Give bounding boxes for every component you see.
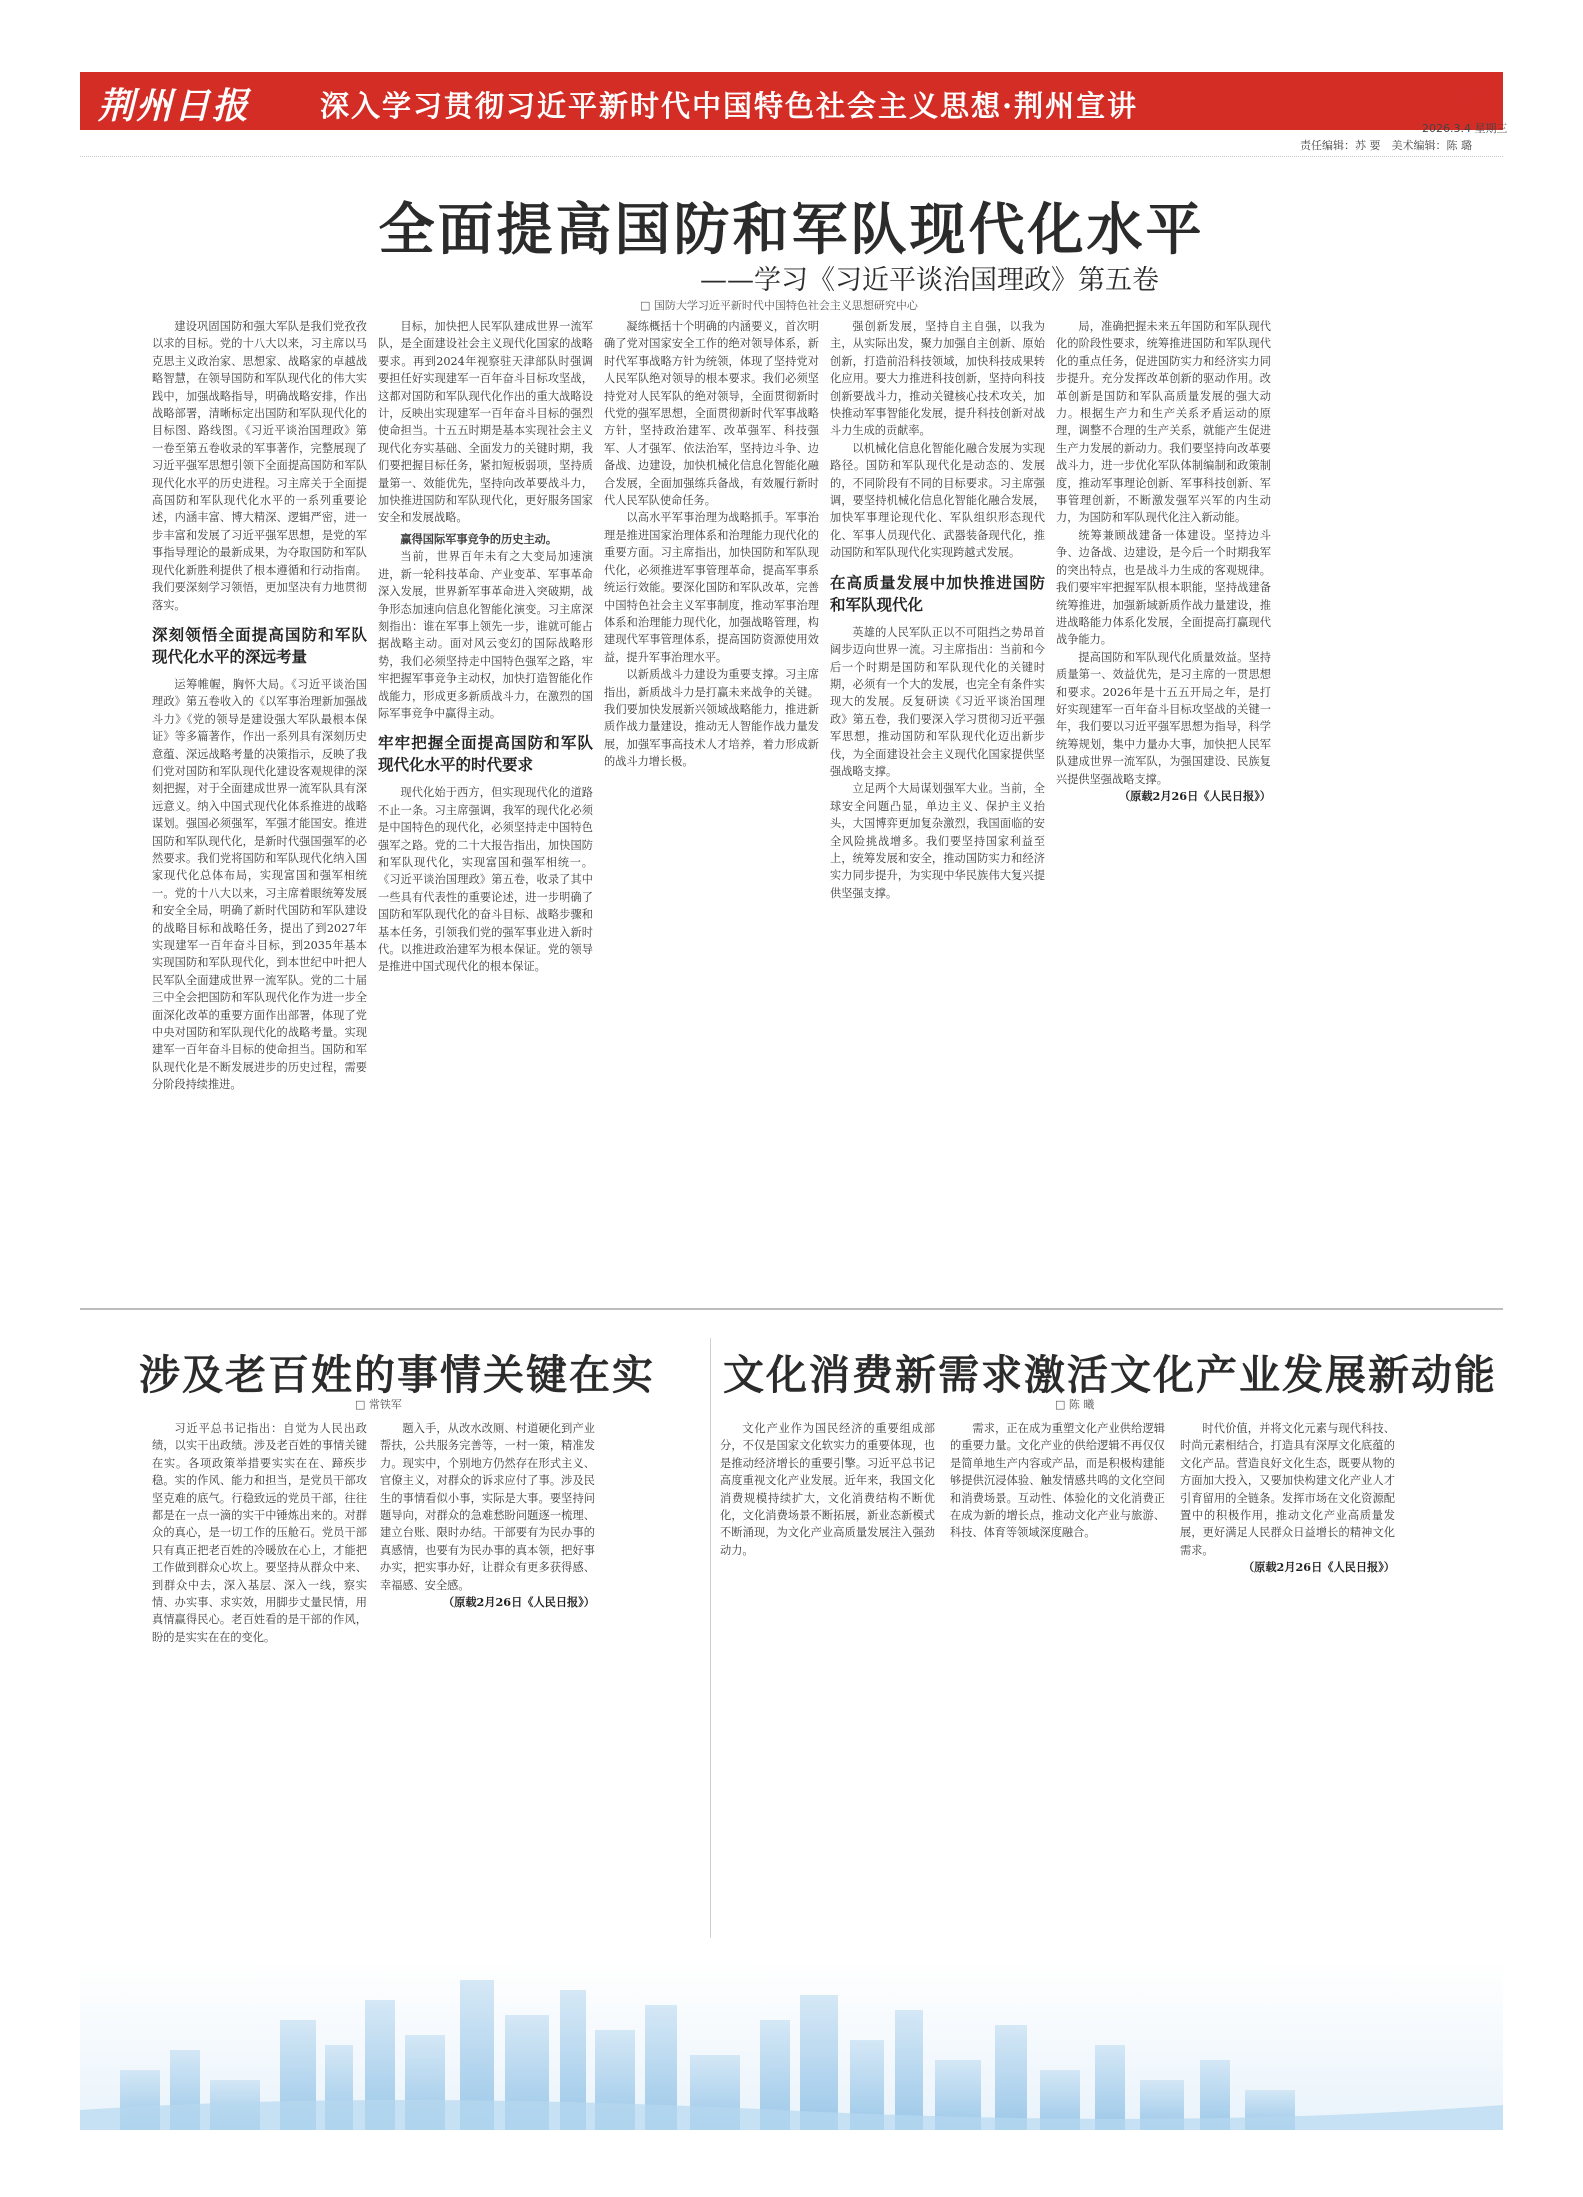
article-a-column-1 [152,1420,367,1940]
header-divider [80,156,1503,157]
paragraph: 建设巩固国防和强大军队是我们党孜孜以求的目标。党的十八大以来，习主席以马克思主义政治家、思想家、战略家的卓越战略智慧，在领导国防和军队现代化的伟大实践中，加强战略指导，明确战略安排，作出战略部署，清晰标定出国防和军队现代化的目标图、路线图。《习近平谈治国理政》第一卷至第五卷收录的军事著作，完整展现了习近平强军思想引领下全面提高国防和军队现代化水平的历史进程。习主席关于全面提高国防和军队现代化水平的一系列重要论述，内涵丰富、博大精深、逻辑严密，进一步丰富和发展了习近平强军思想，是党的军事指导理论的最新成果，为夺取国防和军队现代化新胜利提供了根本遵循和行动指南。我们要深刻学习领悟，更加坚决有力地贯彻落实。 [152,320,367,612]
paragraph: 目标，加快把人民军队建成世界一流军队，是全面建设社会主义现代化国家的战略要求。再到2024年视察驻天津部队时强调要担任好实现建军一百年奋斗目标攻坚战，这都对国防和军队现代化作出的重大战略设计，反映出实现建军一百年奋斗目标的强烈使命担当。十五五时期是基本实现社会主义现代化夯实基础、全面发力的关键时期，我们要把握目标任务，紧扣短板弱项，坚持质量第一、效能优先，坚持向改革要战斗力，加快推进国防和军队现代化，更好服务国家安全和发展战略。 [378,320,593,525]
paragraph: 题入手，从改水改厕、村道硬化到产业帮扶，公共服务完善等，一村一策，精准发力。现实中，个别地方仍然存在形式主义、官僚主义，对群众的诉求应付了事。涉及民生的事情看似小事，实际是大事。要坚持问题导向，对群众的急难愁盼问题逐一梳理、建立台账、限时办结。干部要有为民办事的真感情，也要有为民办事的真本领，把好事办实，把实事办好，让群众有更多获得感、幸福感、安全感。 [380,1422,595,1592]
paragraph: 以高水平军事治理为战略抓手。军事治理是推进国家治理体系和治理能力现代化的重要方面。习主席指出，加快国防和军队现代化，必须推进军事管理革命，提高军事系统运行效能。要深化国防和军队改革，完善中国特色社会主义军事制度，推动军事治理体系和治理能力现代化，加强战略管理，构建现代军事管理体系，提高国防资源使用效益，提升军事治理水平。 [604,511,819,664]
source-note: （原载2月26日《人民日报》） [1242,1560,1395,1575]
page-number: 05 [1451,80,1494,122]
paragraph: 英雄的人民军队正以不可阻挡之势昂首阔步迈向世界一流。习主席指出：当前和今后一个时期是国防和军队现代化的关键时期，必须有一个大的发展，也完全有条件实现大的发展。反复研读《习近平谈治国理政》第五卷，我们要深入学习贯彻习近平强军思想，推动国防和军队现代化迈出新步伐，为全面建设社会主义现代化国家提供坚强战略支撑。 [830,625,1045,778]
source-note: （原载2月26日《人民日报》） [442,1595,595,1610]
article-b-column-3 [1180,1420,1395,1940]
paragraph: 文化产业作为国民经济的重要组成部分，不仅是国家文化软实力的重要体现，也是推动经济增长的重要引擎。习近平总书记高度重视文化产业发展。近年来，我国文化消费规模持续扩大，文化消费结构不断优化，文化消费场景不断拓展，新业态新模式不断涌现，为文化产业高质量发展注入强劲动力。 [720,1422,935,1557]
article-b-column-1 [720,1420,935,1940]
paragraph: 当前，世界百年未有之大变局加速演进，新一轮科技革命、产业变革、军事革命深入发展，世界新军事革命进入突破期，战争形态加速向信息化智能化演变。习主席深刻指出：谁在军事上领先一步，谁就可能占据战略主动。面对风云变幻的国际战略形势，我们必须坚持走中国特色强军之路，牢牢把握军事竞争主动权，加快打造智能化作战能力，形成更多新质战斗力，在激烈的国际军事竞争中赢得主动。 [378,550,593,720]
editor-credits: 责任编辑：苏 要 美术编辑：陈 璐 [1300,139,1472,152]
main-article-subtitle: ——学习《习近平谈治国理政》第五卷 [700,265,1159,296]
section-heading: 深刻领悟全面提高国防和军队现代化水平的深远考量 [152,625,367,666]
column-separator [710,1338,711,1938]
main-article-title: 全面提高国防和军队现代化水平 [378,197,1205,263]
paragraph: 以新质战斗力建设为重要支撑。习主席指出，新质战斗力是打赢未来战争的关键。我们要加快发展新兴领域战略能力，推进新质作战力量建设，推动无人智能作战力量发展，加强军事高技术人才培养，着力形成新的战斗力增长极。 [604,668,819,769]
article-a-title: 涉及老百姓的事情关键在实 [139,1351,655,1399]
article-b-title: 文化消费新需求激活文化产业发展新动能 [723,1351,1497,1399]
section-divider [80,1308,1503,1310]
paragraph: 提高国防和军队现代化质量效益。坚持质量第一、效益优先，是习主席的一贯思想和要求。2026年是十五五开局之年，是打好实现建军一百年奋斗目标攻坚战的关键一年，我们要以习近平强军思想为指导，科学统筹规划，集中力量办大事，加快把人民军队建成世界一流军队，为强国建设、民族复兴提供坚强战略支撑。 [1056,650,1271,786]
section-heading: 在高质量发展中加快推进国防和军队现代化 [830,573,1045,614]
section-banner: 深入学习贯彻习近平新时代中国特色社会主义思想·荆州宣讲 [320,89,1139,123]
article-a-column-2 [380,1420,595,1940]
paragraph: 现代化始于西方，但实现现代化的道路不止一条。习主席强调，我军的现代化必须是中国特色的现代化，必须坚持走中国特色强军之路。党的二十大报告指出，加快国防和军队现代化，实现富国和强军相统一。《习近平谈治国理政》第五卷，收录了其中一些具有代表性的重要论述，进一步明确了国防和军队现代化的奋斗目标、战略步骤和基本任务，引领我们党的强军事业进入新时代。以推进政治建军为根本保证。党的领导是推进中国式现代化的根本保证。 [378,786,593,974]
paragraph: 局，准确把握未来五年国防和军队现代化的阶段性要求，统筹推进国防和军队现代化的重点任务，促进国防实力和经济实力同步提升。充分发挥改革创新的驱动作用。改革创新是国防和军队高质量发展的强大动力。根据生产力和生产关系矛盾运动的原理，调整不合理的生产关系，就能产生促进生产力发展的新动力。我们要坚持向改革要战斗力，进一步优化军队体制编制和政策制度，推动军事理论创新、军事科技创新、军事管理创新，不断激发强军兴军的内生动力，为国防和军队现代化注入新动能。 [1056,320,1271,525]
newspaper-logo: 荆州日报 [98,85,251,127]
paragraph: 统筹兼顾战建备一体建设。坚持边斗争、边备战、边建设，是今后一个时期我军的突出特点，也是战斗力生成的客观规律。我们要牢牢把握军队根本职能，坚持战建备统筹推进，加强新域新质作战力量建设，推进战略能力体系化发展，全面提高打赢现代战争能力。 [1056,528,1271,647]
issue-date: 2026.3.4 星期三 [1422,122,1508,135]
paragraph: 时代价值，并将文化元素与现代科技、时尚元素相结合，打造具有深厚文化底蕴的文化产品。营造良好文化生态，既要从物的方面加大投入，又要加快构建文化产业人才引育留用的全链条。发挥市场在文化资源配置中的积极作用，推动文化产业高质量发展，更好满足人民群众日益增长的精神文化需求。 [1180,1422,1395,1557]
paragraph: 习近平总书记指出：自觉为人民出政绩，以实干出政绩。涉及老百姓的事情关键在实。各项政策举措要实实在在、蹄疾步稳。实的作风、能力和担当，是党员干部攻坚克难的底气。行稳致远的党员干部，往往都是在一点一滴的实干中锤炼出来的。对群众的真心，是一切工作的压舱石。党员干部只有真正把老百姓的冷暖放在心上，才能把工作做到群众心坎上。要坚持从群众中来、到群众中去，深入基层、深入一线，察实情、办实事、求实效，用脚步丈量民情，用真情赢得民心。老百姓看的是干部的作风，盼的是实实在在的变化。 [152,1422,367,1644]
paragraph: 运筹帷幄，胸怀大局。《习近平谈治国理政》第五卷收入的《以军事治理新加强战斗力》《党的领导是建设强大军队最根本保证》等多篇著作，作出一系列具有深刻历史意蕴、深远战略考量的决策指示，反映了我们党对国防和军队现代化建设客观规律的深刻把握，对于全面建成世界一流军队具有深远意义。纳入中国式现代化体系推进的战略谋划。强国必须强军，军强才能国安。推进国防和军队现代化，是新时代强国强军的必然要求。我们党将国防和军队现代化纳入国家现代化总体布局，实现富国和强军相统一。党的十八大以来，习主席着眼统筹发展和安全全局，明确了新时代国防和军队建设的战略目标和战略任务，提出了到2027年实现建军一百年奋斗目标，到2035年基本实现国防和军队现代化，到本世纪中叶把人民军队全面建成世界一流军队。党的二十届三中全会把国防和军队现代化作为进一步全面深化改革的重要方面作出部署，体现了党中央对国防和军队现代化的战略考量。实现建军一百年奋斗目标的使命担当。国防和军队现代化是不断发展进步的历史过程，需要分阶段持续推进。 [152,677,367,1092]
main-column-4 [830,318,1045,1293]
inline-lead: 赢得国际军事竞争的历史主动。 [400,531,558,546]
paragraph: 需求，正在成为重塑文化产业供给逻辑的重要力量。文化产业的供给逻辑不再仅仅是简单地生产内容或产品，而是积极构建能够提供沉浸体验、触发情感共鸣的文化空间和消费场景。互动性、体验化的文化消费正在成为新的增长点，推动文化产业与旅游、科技、体育等领域深度融合。 [950,1422,1165,1540]
paragraph: 强创新发展，坚持自主自强，以我为主，从实际出发，聚力加强自主创新、原始创新，打造前沿科技领域，加快科技成果转化应用。要大力推进科技创新，坚持向科技创新要战斗力，推动关键核心技术攻关，加快推动军事智能化发展，提升科技创新对战斗力生成的贡献率。 [830,320,1045,438]
masthead-banner [80,72,1503,130]
main-column-1 [152,318,367,1293]
paragraph: 以机械化信息化智能化融合发展为实现路径。国防和军队现代化是动态的、发展的，不同阶段有不同的目标要求。习主席强调，要坚持机械化信息化智能化融合发展，加快军事理论现代化、军队组织形态现代化、军事人员现代化、武器装备现代化，推动国防和军队现代化实现跨越式发展。 [830,441,1045,560]
main-article-author: □ 国防大学习近平新时代中国特色社会主义思想研究中心 [640,299,918,312]
paragraph: 凝练概括十个明确的内涵要义，首次明确了党对国家安全工作的绝对领导体系，新时代军事战略方针为统领，体现了坚持党对人民军队绝对领导的根本要求。我们必须坚持党对人民军队的绝对领导，全面贯彻新时代党的强军思想，全面贯彻新时代军事战略方针，坚持政治建军、改革强军、科技强军、人才强军、依法治军，坚持边斗争、边备战、边建设，加快机械化信息化智能化融合发展，全面加强练兵备战，有效履行新时代人民军队使命任务。 [604,320,819,508]
article-a-author: □ 常铁军 [355,1398,402,1411]
main-column-2 [378,318,593,1293]
city-skyline-illustration [80,1960,1503,2130]
source-note: （原载2月26日《人民日报》） [1118,788,1271,803]
paragraph [378,531,593,548]
article-b-column-2 [950,1420,1165,1940]
paragraph: 立足两个大局谋划强军大业。当前，全球安全问题凸显，单边主义、保护主义抬头，大国博弈更加复杂激烈，我国面临的安全风险挑战增多。我们要坚持国家利益至上，统筹发展和安全，推动国防实力和经济实力同步提升，为实现中华民族伟大复兴提供坚强支撑。 [830,782,1045,900]
section-heading: 牢牢把握全面提高国防和军队现代化水平的时代要求 [378,734,593,775]
main-column-5 [1056,318,1271,1293]
article-b-author: □ 陈 曦 [1055,1398,1095,1411]
main-column-3 [604,318,819,1293]
